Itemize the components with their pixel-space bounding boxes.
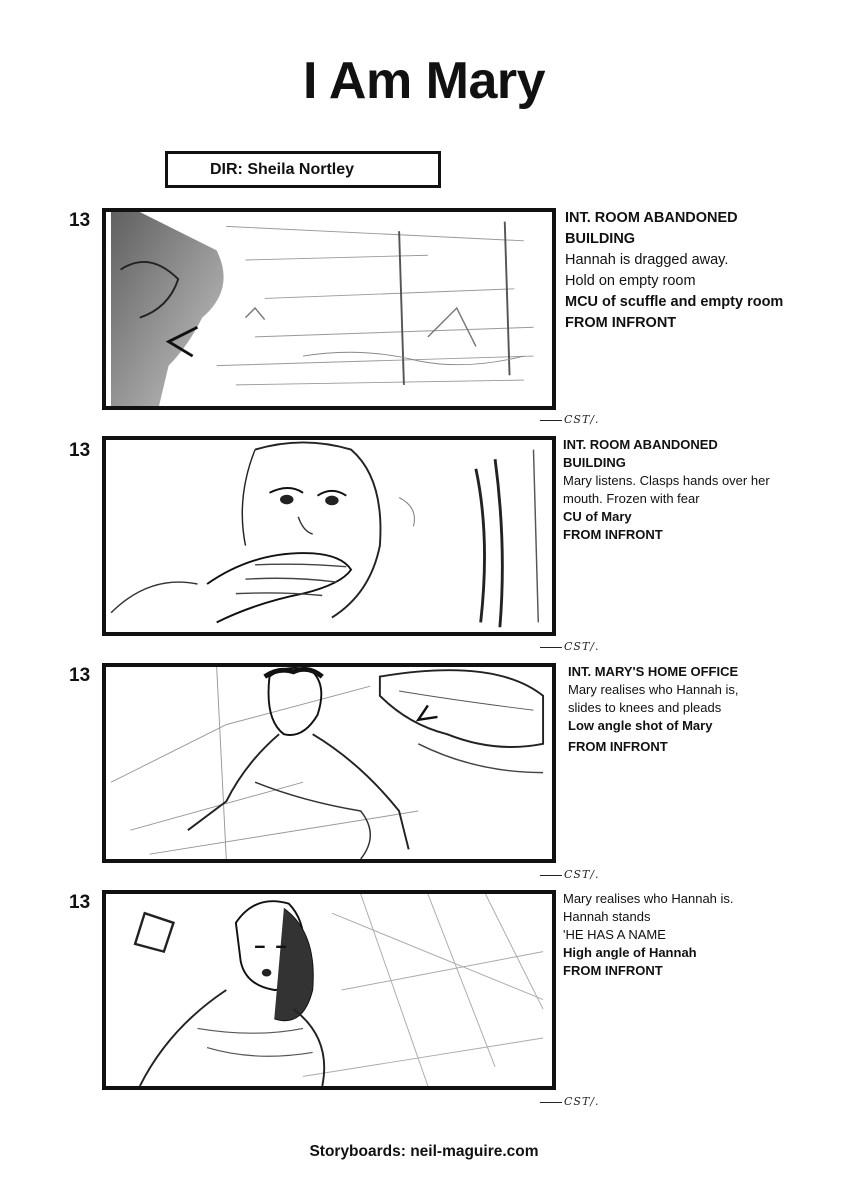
storyboard-credit: Storyboards: neil-maguire.com <box>309 1143 539 1160</box>
shot-type: Low angle shot of Mary <box>568 717 713 733</box>
panel-2-notes <box>563 436 770 544</box>
panel-1-notes <box>565 208 783 334</box>
scene-heading-cont: BUILDING <box>563 454 626 470</box>
shot-number: 13 <box>69 210 91 231</box>
storyboard-title: I Am Mary <box>302 52 546 110</box>
sketch-mary-hands-over-mouth <box>106 440 552 632</box>
shot-type: CU of Mary <box>563 508 632 524</box>
action-line: mouth. Frozen with fear <box>563 490 700 506</box>
scene-heading: INT. MARY'S HOME OFFICE <box>568 664 739 679</box>
action-line: Mary listens. Clasps hands over her <box>563 472 770 488</box>
storyboard-panel-3 <box>102 663 556 863</box>
artist-signature: CST/. <box>540 868 600 881</box>
camera-angle: FROM INFRONT <box>563 526 663 542</box>
panel-3-notes <box>568 663 739 756</box>
sketch-scuffle-empty-room <box>106 212 552 406</box>
shot-number: 13 <box>69 892 91 913</box>
sketch-hannah-standing <box>106 894 552 1086</box>
action-line: Hannah stands <box>563 908 651 924</box>
action-line: Mary realises who Hannah is. <box>563 891 734 906</box>
shot-type: MCU of scuffle and empty room <box>565 294 784 311</box>
artist-signature: CST/. <box>540 413 600 426</box>
storyboard-panel-4 <box>102 890 556 1090</box>
scene-heading-cont: BUILDING <box>565 231 636 248</box>
shot-type: High angle of Hannah <box>563 944 697 960</box>
shot-number: 13 <box>69 440 91 461</box>
storyboard-panel-2 <box>102 436 556 636</box>
storyboard-panel-1 <box>102 208 556 410</box>
dialogue-line: 'HE HAS A NAME <box>563 926 666 942</box>
camera-angle: FROM INFRONT <box>568 738 668 754</box>
camera-angle: FROM INFRONT <box>563 962 663 978</box>
sketch-mary-kneeling <box>106 667 552 859</box>
action-line: Hold on empty room <box>565 273 696 290</box>
action-line: Hannah is dragged away. <box>565 252 729 269</box>
action-line: Mary realises who Hannah is, <box>568 681 739 697</box>
artist-signature: CST/. <box>540 1095 600 1108</box>
scene-heading: INT. ROOM ABANDONED <box>565 210 738 226</box>
shot-number: 13 <box>69 665 91 686</box>
camera-angle: FROM INFRONT <box>565 315 677 332</box>
artist-signature: CST/. <box>540 640 600 653</box>
panel-4-notes <box>563 890 734 980</box>
scene-heading: INT. ROOM ABANDONED <box>563 437 718 452</box>
director-box <box>165 151 441 188</box>
action-line: slides to knees and pleads <box>568 699 722 715</box>
director-label: DIR: Sheila Nortley <box>210 161 355 178</box>
